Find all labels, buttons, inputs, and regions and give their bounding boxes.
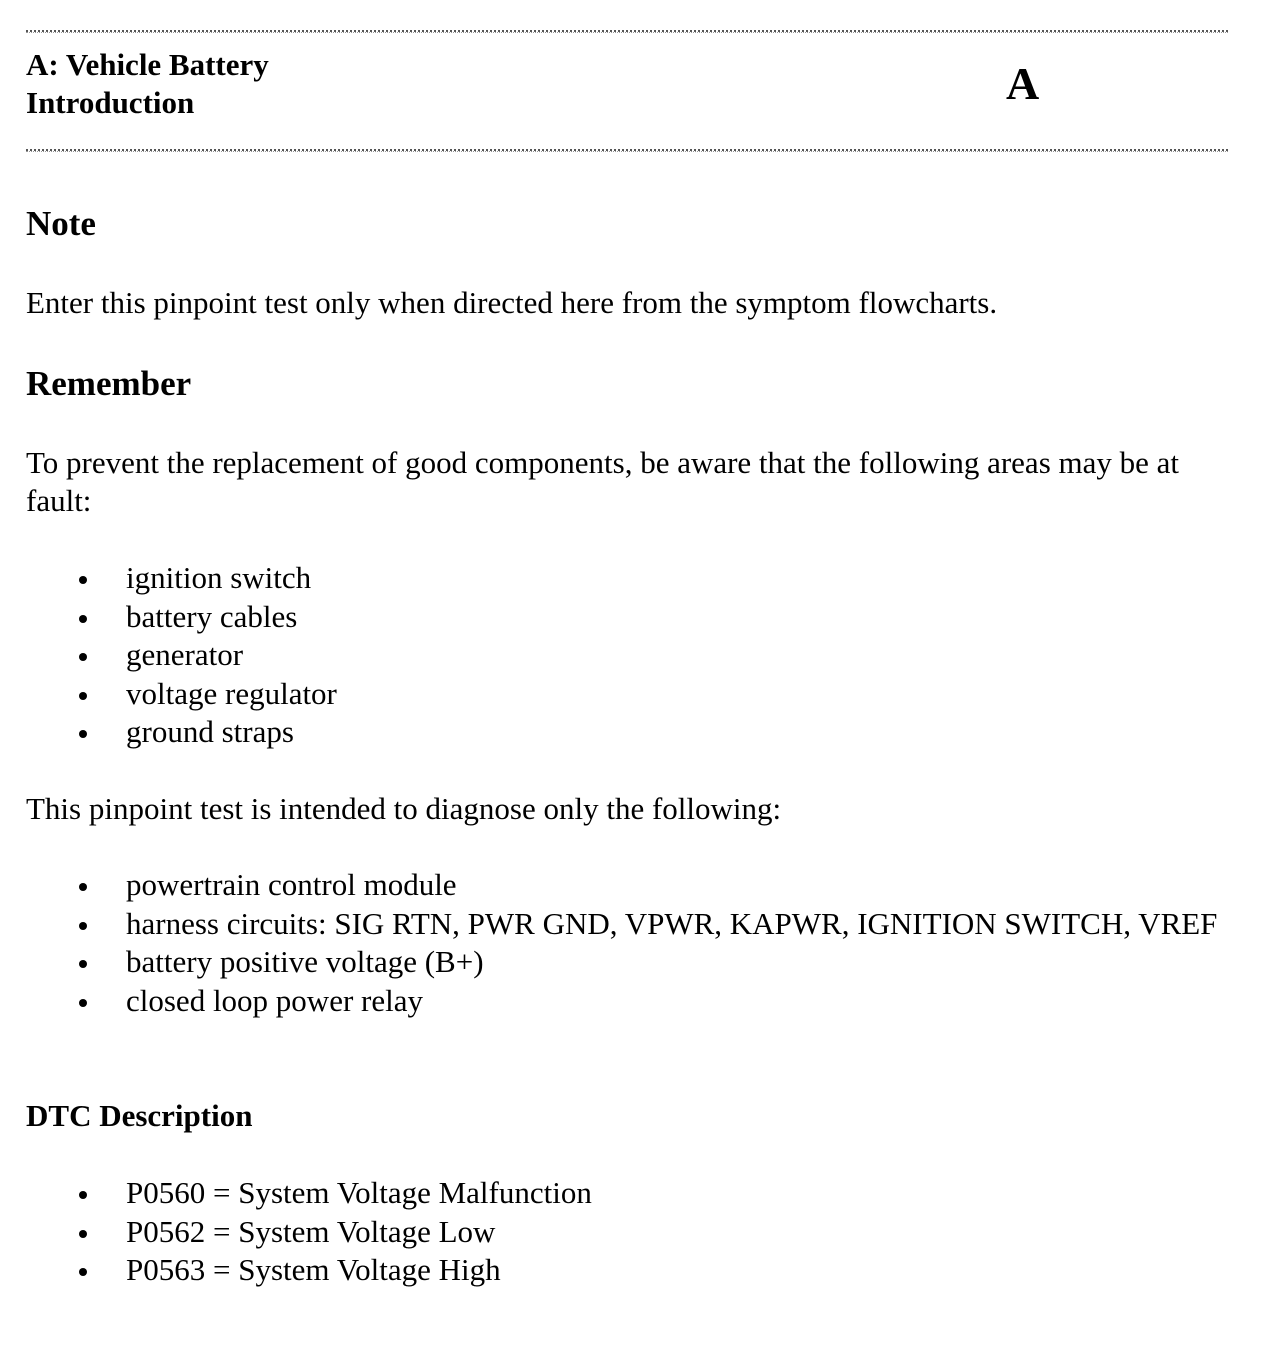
list-item: [26, 636, 1226, 675]
list-item-text: voltage regulator: [126, 675, 337, 711]
bullet-icon: [79, 576, 87, 584]
dtc-list: [26, 1174, 1226, 1290]
section-letter: A: [1006, 58, 1040, 109]
list-item: [26, 982, 1226, 1021]
remember-heading: Remember: [26, 364, 192, 403]
bullet-icon: [79, 1268, 87, 1276]
diagnose-text: This pinpoint test is intended to diagnose only the following:: [26, 791, 782, 826]
list-item-text: closed loop power relay: [126, 982, 423, 1018]
note-heading: Note: [26, 204, 96, 243]
list-item: [26, 1213, 1226, 1252]
list-item-text: battery positive voltage (B+): [126, 944, 484, 979]
bullet-icon: [79, 922, 87, 930]
list-item: [26, 943, 1226, 982]
bottom-divider: [26, 149, 1228, 152]
list-item-text: powertrain control module: [126, 867, 457, 902]
page-title-line-2: Introduction: [26, 85, 195, 120]
list-item-text: ground straps: [126, 714, 294, 749]
list-item-text: P0560 = System Voltage Malfunction: [126, 1175, 592, 1210]
bullet-icon: [79, 615, 87, 623]
list-item: [26, 713, 1226, 752]
page-title-line-1: A: Vehicle Battery: [26, 47, 269, 82]
page-title: [26, 46, 269, 122]
list-item: [26, 559, 1226, 598]
list-item: [26, 866, 1226, 905]
remember-list: [26, 559, 1226, 752]
list-item-text: harness circuits: SIG RTN, PWR GND, VPWR, KAPWR, IGNITION SWITCH, VREF: [126, 905, 1218, 941]
bullet-icon: [79, 653, 87, 661]
top-divider: [26, 30, 1228, 33]
list-item: [26, 1174, 1226, 1213]
diagnose-list: [26, 866, 1226, 1020]
list-item-text: ignition switch: [126, 560, 312, 595]
bullet-icon: [79, 730, 87, 738]
dtc-heading: DTC Description: [26, 1098, 253, 1133]
remember-text: To prevent the replacement of good components, be aware that the following areas may be at fault:: [26, 445, 1180, 518]
bullet-icon: [79, 883, 87, 891]
bullet-icon: [79, 1191, 87, 1199]
list-item: [26, 1251, 1226, 1290]
bullet-icon: [79, 960, 87, 968]
list-item-text: battery cables: [126, 598, 298, 634]
bullet-icon: [79, 1230, 87, 1238]
list-item-text: P0562 = System Voltage Low: [126, 1213, 496, 1249]
note-text: Enter this pinpoint test only when directed here from the symptom flowcharts.: [26, 285, 998, 320]
bullet-icon: [79, 999, 87, 1007]
list-item-text: P0563 = System Voltage High: [126, 1252, 501, 1287]
list-item: [26, 675, 1226, 714]
list-item: [26, 905, 1226, 944]
list-item: [26, 598, 1226, 637]
bullet-icon: [79, 692, 87, 700]
list-item-text: generator: [126, 637, 244, 672]
